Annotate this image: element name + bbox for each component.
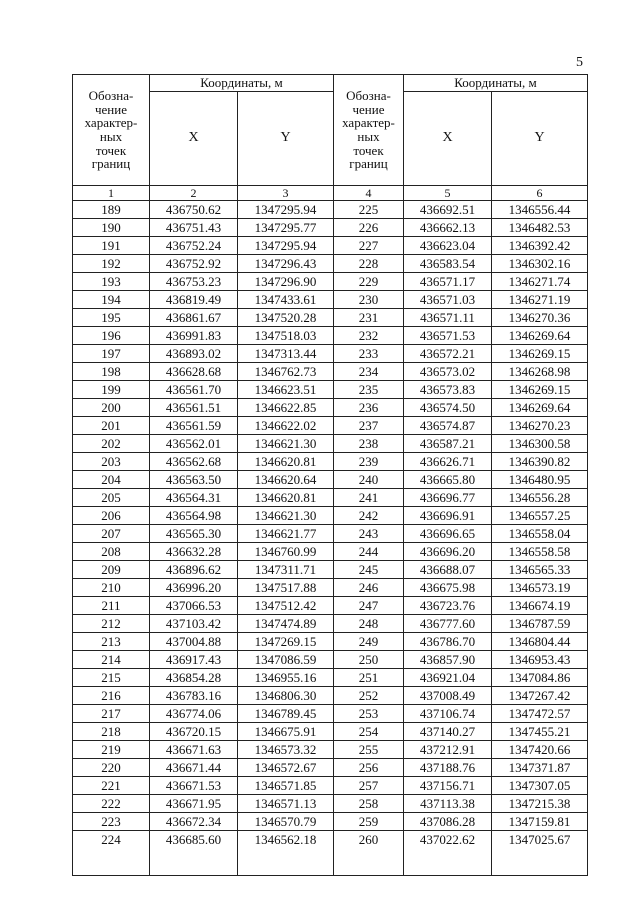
y-coordinate-cell: 1346562.18 xyxy=(238,831,334,876)
y-coordinate-cell: 1346806.30 xyxy=(238,687,334,705)
x-coordinate-cell: 437008.49 xyxy=(404,687,492,705)
x-coordinate-cell: 437004.88 xyxy=(150,633,238,651)
y-coordinate-cell: 1346787.59 xyxy=(492,615,588,633)
table-row xyxy=(73,687,588,705)
x-coordinate-cell: 436696.20 xyxy=(404,543,492,561)
x-coordinate-cell: 436692.51 xyxy=(404,201,492,219)
y-coordinate-cell: 1346557.25 xyxy=(492,507,588,525)
y-coordinate-cell: 1346270.36 xyxy=(492,309,588,327)
y-coordinate-cell: 1346390.82 xyxy=(492,453,588,471)
column-number: 3 xyxy=(238,186,334,201)
x-coordinate-cell: 436752.92 xyxy=(150,255,238,273)
x-coordinate-cell: 436896.62 xyxy=(150,561,238,579)
coordinates-table xyxy=(72,74,588,876)
x-coordinate-cell: 436632.28 xyxy=(150,543,238,561)
x-coordinate-cell: 436571.17 xyxy=(404,273,492,291)
y-coordinate-cell: 1346270.23 xyxy=(492,417,588,435)
y-coordinate-cell: 1346760.99 xyxy=(238,543,334,561)
x-coordinate-cell: 436583.54 xyxy=(404,255,492,273)
x-coordinate-cell: 436786.70 xyxy=(404,633,492,651)
point-number-cell: 225 xyxy=(334,201,404,219)
table-row xyxy=(73,273,588,291)
point-number-cell: 210 xyxy=(73,579,150,597)
point-number-cell: 202 xyxy=(73,435,150,453)
x-coordinate-cell: 436921.04 xyxy=(404,669,492,687)
point-number-cell: 220 xyxy=(73,759,150,777)
table-row xyxy=(73,831,588,876)
table-row xyxy=(73,399,588,417)
column-number: 2 xyxy=(150,186,238,201)
x-coordinate-cell: 436563.50 xyxy=(150,471,238,489)
table-row xyxy=(73,615,588,633)
point-number-cell: 252 xyxy=(334,687,404,705)
y-coordinate-cell: 1346480.95 xyxy=(492,471,588,489)
page-number: 5 xyxy=(576,55,583,70)
y-coordinate-cell: 1346268.98 xyxy=(492,363,588,381)
point-number-cell: 260 xyxy=(334,831,404,876)
y-coordinate-cell: 1347025.67 xyxy=(492,831,588,876)
point-number-cell: 196 xyxy=(73,327,150,345)
table-row xyxy=(73,741,588,759)
point-number-cell: 235 xyxy=(334,381,404,399)
y-coordinate-cell: 1347517.88 xyxy=(238,579,334,597)
point-number-cell: 250 xyxy=(334,651,404,669)
x-coordinate-cell: 437113.38 xyxy=(404,795,492,813)
y-coordinate-cell: 1346571.13 xyxy=(238,795,334,813)
point-number-cell: 244 xyxy=(334,543,404,561)
x-coordinate-cell: 436672.34 xyxy=(150,813,238,831)
y-coordinate-cell: 1346269.15 xyxy=(492,381,588,399)
y-coordinate-cell: 1347267.42 xyxy=(492,687,588,705)
x-coordinate-cell: 436751.43 xyxy=(150,219,238,237)
header-x-left: X xyxy=(150,92,238,186)
y-coordinate-cell: 1346558.58 xyxy=(492,543,588,561)
x-coordinate-cell: 436561.70 xyxy=(150,381,238,399)
point-number-cell: 253 xyxy=(334,705,404,723)
y-coordinate-cell: 1347307.05 xyxy=(492,777,588,795)
y-coordinate-cell: 1346392.42 xyxy=(492,237,588,255)
x-coordinate-cell: 437066.53 xyxy=(150,597,238,615)
point-number-cell: 213 xyxy=(73,633,150,651)
y-coordinate-cell: 1346762.73 xyxy=(238,363,334,381)
y-coordinate-cell: 1346621.77 xyxy=(238,525,334,543)
table-row xyxy=(73,525,588,543)
x-coordinate-cell: 436671.95 xyxy=(150,795,238,813)
y-coordinate-cell: 1347311.71 xyxy=(238,561,334,579)
point-number-cell: 238 xyxy=(334,435,404,453)
point-number-cell: 239 xyxy=(334,453,404,471)
x-coordinate-cell: 436671.63 xyxy=(150,741,238,759)
x-coordinate-cell: 436574.87 xyxy=(404,417,492,435)
column-number: 1 xyxy=(73,186,150,201)
table-row xyxy=(73,201,588,219)
y-coordinate-cell: 1346269.15 xyxy=(492,345,588,363)
point-number-cell: 255 xyxy=(334,741,404,759)
x-coordinate-cell: 436565.30 xyxy=(150,525,238,543)
table-row xyxy=(73,471,588,489)
y-coordinate-cell: 1347269.15 xyxy=(238,633,334,651)
column-number: 6 xyxy=(492,186,588,201)
point-number-cell: 236 xyxy=(334,399,404,417)
x-coordinate-cell: 437140.27 xyxy=(404,723,492,741)
point-number-cell: 258 xyxy=(334,795,404,813)
point-number-cell: 259 xyxy=(334,813,404,831)
y-coordinate-cell: 1346622.02 xyxy=(238,417,334,435)
point-number-cell: 203 xyxy=(73,453,150,471)
x-coordinate-cell: 436861.67 xyxy=(150,309,238,327)
y-coordinate-cell: 1346620.64 xyxy=(238,471,334,489)
table-row xyxy=(73,759,588,777)
y-coordinate-cell: 1346571.85 xyxy=(238,777,334,795)
point-number-cell: 217 xyxy=(73,705,150,723)
y-coordinate-cell: 1346622.85 xyxy=(238,399,334,417)
y-coordinate-cell: 1346953.43 xyxy=(492,651,588,669)
point-number-cell: 256 xyxy=(334,759,404,777)
x-coordinate-cell: 436857.90 xyxy=(404,651,492,669)
y-coordinate-cell: 1346620.81 xyxy=(238,489,334,507)
point-number-cell: 229 xyxy=(334,273,404,291)
x-coordinate-cell: 436777.60 xyxy=(404,615,492,633)
point-number-cell: 194 xyxy=(73,291,150,309)
x-coordinate-cell: 436696.91 xyxy=(404,507,492,525)
x-coordinate-cell: 437106.74 xyxy=(404,705,492,723)
table-row xyxy=(73,705,588,723)
x-coordinate-cell: 436561.59 xyxy=(150,417,238,435)
point-number-cell: 219 xyxy=(73,741,150,759)
x-coordinate-cell: 436571.03 xyxy=(404,291,492,309)
y-coordinate-cell: 1346573.19 xyxy=(492,579,588,597)
x-coordinate-cell: 436696.65 xyxy=(404,525,492,543)
y-coordinate-cell: 1346675.91 xyxy=(238,723,334,741)
point-number-cell: 257 xyxy=(334,777,404,795)
x-coordinate-cell: 436573.83 xyxy=(404,381,492,399)
point-number-cell: 230 xyxy=(334,291,404,309)
point-number-cell: 218 xyxy=(73,723,150,741)
point-number-cell: 209 xyxy=(73,561,150,579)
table-row xyxy=(73,255,588,273)
x-coordinate-cell: 437022.62 xyxy=(404,831,492,876)
point-number-cell: 195 xyxy=(73,309,150,327)
header-designation-left xyxy=(73,75,150,186)
point-number-cell: 223 xyxy=(73,813,150,831)
point-number-cell: 215 xyxy=(73,669,150,687)
point-number-cell: 232 xyxy=(334,327,404,345)
column-number: 4 xyxy=(334,186,404,201)
x-coordinate-cell: 436665.80 xyxy=(404,471,492,489)
x-coordinate-cell: 436688.07 xyxy=(404,561,492,579)
table-row xyxy=(73,381,588,399)
y-coordinate-cell: 1346620.81 xyxy=(238,453,334,471)
y-coordinate-cell: 1347520.28 xyxy=(238,309,334,327)
point-number-cell: 204 xyxy=(73,471,150,489)
y-coordinate-cell: 1346621.30 xyxy=(238,435,334,453)
y-coordinate-cell: 1346302.16 xyxy=(492,255,588,273)
point-number-cell: 200 xyxy=(73,399,150,417)
x-coordinate-cell: 436564.98 xyxy=(150,507,238,525)
y-coordinate-cell: 1347420.66 xyxy=(492,741,588,759)
point-number-cell: 208 xyxy=(73,543,150,561)
point-number-cell: 226 xyxy=(334,219,404,237)
point-number-cell: 191 xyxy=(73,237,150,255)
table-row xyxy=(73,237,588,255)
x-coordinate-cell: 436675.98 xyxy=(404,579,492,597)
point-number-cell: 205 xyxy=(73,489,150,507)
table-row xyxy=(73,561,588,579)
header-designation-text: Обозна- чение характер- ных точек границ xyxy=(342,88,395,172)
table-row xyxy=(73,777,588,795)
table-row xyxy=(73,219,588,237)
table-row xyxy=(73,291,588,309)
point-number-cell: 197 xyxy=(73,345,150,363)
x-coordinate-cell: 436671.53 xyxy=(150,777,238,795)
table-row xyxy=(73,489,588,507)
point-number-cell: 206 xyxy=(73,507,150,525)
x-coordinate-cell: 436571.11 xyxy=(404,309,492,327)
point-number-cell: 254 xyxy=(334,723,404,741)
x-coordinate-cell: 436573.02 xyxy=(404,363,492,381)
point-number-cell: 245 xyxy=(334,561,404,579)
x-coordinate-cell: 437156.71 xyxy=(404,777,492,795)
y-coordinate-cell: 1347371.87 xyxy=(492,759,588,777)
table-row xyxy=(73,453,588,471)
header-x-right: X xyxy=(404,92,492,186)
table-row xyxy=(73,363,588,381)
point-number-cell: 240 xyxy=(334,471,404,489)
y-coordinate-cell: 1347296.43 xyxy=(238,255,334,273)
x-coordinate-cell: 436562.01 xyxy=(150,435,238,453)
y-coordinate-cell: 1347433.61 xyxy=(238,291,334,309)
x-coordinate-cell: 437212.91 xyxy=(404,741,492,759)
table-row xyxy=(73,507,588,525)
point-number-cell: 198 xyxy=(73,363,150,381)
y-coordinate-cell: 1346572.67 xyxy=(238,759,334,777)
x-coordinate-cell: 436571.53 xyxy=(404,327,492,345)
y-coordinate-cell: 1347472.57 xyxy=(492,705,588,723)
column-number: 5 xyxy=(404,186,492,201)
point-number-cell: 212 xyxy=(73,615,150,633)
header-y-right: Y xyxy=(492,92,588,186)
x-coordinate-cell: 436723.76 xyxy=(404,597,492,615)
table-row xyxy=(73,597,588,615)
x-coordinate-cell: 436572.21 xyxy=(404,345,492,363)
y-coordinate-cell: 1346573.32 xyxy=(238,741,334,759)
x-coordinate-cell: 436623.04 xyxy=(404,237,492,255)
x-coordinate-cell: 437103.42 xyxy=(150,615,238,633)
y-coordinate-cell: 1346556.28 xyxy=(492,489,588,507)
x-coordinate-cell: 437188.76 xyxy=(404,759,492,777)
y-coordinate-cell: 1347086.59 xyxy=(238,651,334,669)
y-coordinate-cell: 1346565.33 xyxy=(492,561,588,579)
y-coordinate-cell: 1346621.30 xyxy=(238,507,334,525)
y-coordinate-cell: 1346570.79 xyxy=(238,813,334,831)
point-number-cell: 227 xyxy=(334,237,404,255)
x-coordinate-cell: 436893.02 xyxy=(150,345,238,363)
y-coordinate-cell: 1346558.04 xyxy=(492,525,588,543)
x-coordinate-cell: 436783.16 xyxy=(150,687,238,705)
x-coordinate-cell: 436917.43 xyxy=(150,651,238,669)
y-coordinate-cell: 1347474.89 xyxy=(238,615,334,633)
x-coordinate-cell: 436752.24 xyxy=(150,237,238,255)
point-number-cell: 193 xyxy=(73,273,150,291)
x-coordinate-cell: 436720.15 xyxy=(150,723,238,741)
point-number-cell: 207 xyxy=(73,525,150,543)
x-coordinate-cell: 436587.21 xyxy=(404,435,492,453)
table-row xyxy=(73,651,588,669)
point-number-cell: 222 xyxy=(73,795,150,813)
y-coordinate-cell: 1347518.03 xyxy=(238,327,334,345)
y-coordinate-cell: 1346789.45 xyxy=(238,705,334,723)
point-number-cell: 189 xyxy=(73,201,150,219)
x-coordinate-cell: 436626.71 xyxy=(404,453,492,471)
y-coordinate-cell: 1347159.81 xyxy=(492,813,588,831)
x-coordinate-cell: 436671.44 xyxy=(150,759,238,777)
point-number-cell: 214 xyxy=(73,651,150,669)
point-number-cell: 224 xyxy=(73,831,150,876)
point-number-cell: 190 xyxy=(73,219,150,237)
point-number-cell: 234 xyxy=(334,363,404,381)
point-number-cell: 216 xyxy=(73,687,150,705)
table-row xyxy=(73,723,588,741)
y-coordinate-cell: 1347512.42 xyxy=(238,597,334,615)
x-coordinate-cell: 436774.06 xyxy=(150,705,238,723)
y-coordinate-cell: 1347084.86 xyxy=(492,669,588,687)
table-row xyxy=(73,543,588,561)
y-coordinate-cell: 1346804.44 xyxy=(492,633,588,651)
header-y-left: Y xyxy=(238,92,334,186)
header-coordinates-right: Координаты, м xyxy=(404,75,588,92)
point-number-cell: 246 xyxy=(334,579,404,597)
y-coordinate-cell: 1346271.19 xyxy=(492,291,588,309)
point-number-cell: 231 xyxy=(334,309,404,327)
y-coordinate-cell: 1346556.44 xyxy=(492,201,588,219)
y-coordinate-cell: 1346623.51 xyxy=(238,381,334,399)
table-body xyxy=(73,201,588,876)
x-coordinate-cell: 436753.23 xyxy=(150,273,238,291)
y-coordinate-cell: 1347296.90 xyxy=(238,273,334,291)
point-number-cell: 247 xyxy=(334,597,404,615)
x-coordinate-cell: 436574.50 xyxy=(404,399,492,417)
header-designation-right xyxy=(334,75,404,186)
point-number-cell: 192 xyxy=(73,255,150,273)
x-coordinate-cell: 436564.31 xyxy=(150,489,238,507)
x-coordinate-cell: 436750.62 xyxy=(150,201,238,219)
point-number-cell: 241 xyxy=(334,489,404,507)
x-coordinate-cell: 436628.68 xyxy=(150,363,238,381)
x-coordinate-cell: 436562.68 xyxy=(150,453,238,471)
point-number-cell: 221 xyxy=(73,777,150,795)
x-coordinate-cell: 436854.28 xyxy=(150,669,238,687)
header-designation-text: Обозна- чение характер- ных точек границ xyxy=(84,88,138,172)
point-number-cell: 199 xyxy=(73,381,150,399)
table-row xyxy=(73,633,588,651)
x-coordinate-cell: 436991.83 xyxy=(150,327,238,345)
x-coordinate-cell: 436696.77 xyxy=(404,489,492,507)
y-coordinate-cell: 1347295.94 xyxy=(238,237,334,255)
point-number-cell: 233 xyxy=(334,345,404,363)
point-number-cell: 201 xyxy=(73,417,150,435)
point-number-cell: 248 xyxy=(334,615,404,633)
y-coordinate-cell: 1346271.74 xyxy=(492,273,588,291)
x-coordinate-cell: 436685.60 xyxy=(150,831,238,876)
point-number-cell: 249 xyxy=(334,633,404,651)
point-number-cell: 228 xyxy=(334,255,404,273)
y-coordinate-cell: 1347295.77 xyxy=(238,219,334,237)
table-row xyxy=(73,813,588,831)
header-coordinates-left: Координаты, м xyxy=(150,75,334,92)
x-coordinate-cell: 437086.28 xyxy=(404,813,492,831)
table-row xyxy=(73,327,588,345)
point-number-cell: 242 xyxy=(334,507,404,525)
point-number-cell: 251 xyxy=(334,669,404,687)
table-row xyxy=(73,345,588,363)
point-number-cell: 237 xyxy=(334,417,404,435)
table-row xyxy=(73,417,588,435)
table-row xyxy=(73,435,588,453)
point-number-cell: 243 xyxy=(334,525,404,543)
y-coordinate-cell: 1346674.19 xyxy=(492,597,588,615)
x-coordinate-cell: 436662.13 xyxy=(404,219,492,237)
table-row xyxy=(73,309,588,327)
table-row xyxy=(73,669,588,687)
y-coordinate-cell: 1346482.53 xyxy=(492,219,588,237)
table-row xyxy=(73,579,588,597)
column-number-row xyxy=(73,186,588,201)
y-coordinate-cell: 1346955.16 xyxy=(238,669,334,687)
y-coordinate-cell: 1346300.58 xyxy=(492,435,588,453)
y-coordinate-cell: 1346269.64 xyxy=(492,399,588,417)
x-coordinate-cell: 436561.51 xyxy=(150,399,238,417)
y-coordinate-cell: 1347313.44 xyxy=(238,345,334,363)
table-row xyxy=(73,795,588,813)
x-coordinate-cell: 436996.20 xyxy=(150,579,238,597)
y-coordinate-cell: 1347295.94 xyxy=(238,201,334,219)
x-coordinate-cell: 436819.49 xyxy=(150,291,238,309)
y-coordinate-cell: 1347215.38 xyxy=(492,795,588,813)
point-number-cell: 211 xyxy=(73,597,150,615)
y-coordinate-cell: 1346269.64 xyxy=(492,327,588,345)
y-coordinate-cell: 1347455.21 xyxy=(492,723,588,741)
